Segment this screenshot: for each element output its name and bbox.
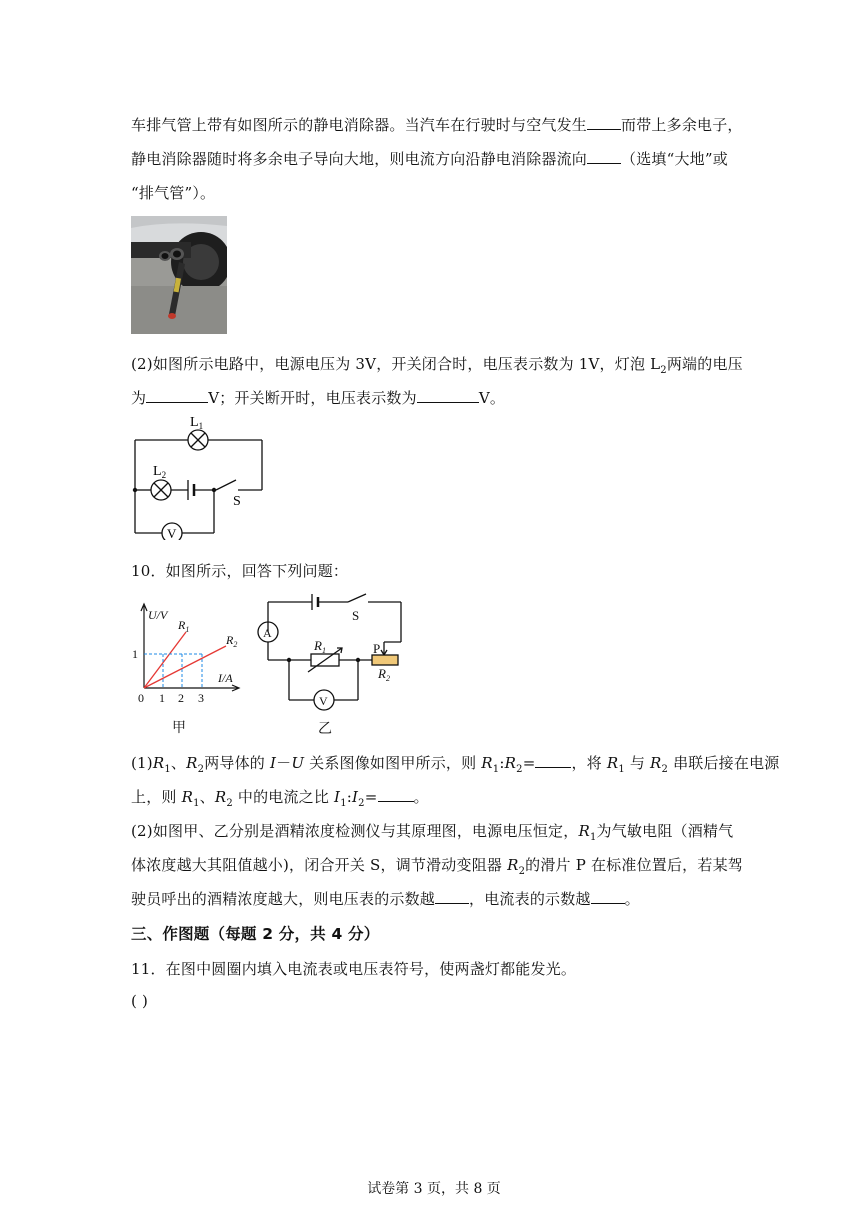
y-axis-label: U/V [148,608,168,622]
x-tick-2: 2 [178,691,184,705]
q9-line-3: “排气管”）。 [131,184,216,202]
label-L1: $L_1$ [190,415,204,431]
label-R2: $R_2$ [378,666,390,683]
voltmeter-symbol: V [167,526,177,540]
q10-part2-line-3: 驶员呼出的酒精浓度越大，则电压表的示数越 ，电流表的示数越 。 [131,890,640,908]
answer-blank [591,889,625,904]
q11-stem: 11．在图中圆圈内填入电流表或电压表符号，使两盏灯都能发光。 [131,960,577,978]
label-switch-S: S [352,608,360,623]
iu-graph-jia [126,598,256,738]
ammeter-symbol: A [263,626,272,640]
answer-blank [535,753,571,768]
voltmeter-symbol: V [319,694,328,708]
x-tick-0: 0 [138,691,144,705]
q10-part1-line-2: 上，则 $R_1$、$R_2$ 中的电流之比 $I_1:I_2=$ 。 [131,788,429,809]
q10-part2-line-1: (2)如图甲、乙分别是酒精浓度检测仪与其原理图，电源电压恒定，$R_1$为气敏电阻（酒精气 [131,822,734,843]
q11-answer-bracket: ( ) [131,992,149,1010]
exhaust-photo [131,216,227,334]
r2-line [144,646,226,688]
answer-blank [417,388,479,403]
page-footer: 试卷第 3 页，共 8 页 [367,1181,501,1197]
answer-blank [587,149,621,164]
label-switch-S: S [233,494,241,509]
caption-jia: 甲 [172,721,186,736]
label-R1: $R_1$ [314,638,326,655]
answer-blank [587,115,621,130]
q10-part2-line-2: 体浓度越大其阻值越小)，闭合开关 S，调节滑动变阻器 $R_2$的滑片 P 在标准位置后，若某驾 [131,856,743,877]
r1-line [144,632,186,688]
answer-blank [435,889,469,904]
x-tick-1: 1 [159,691,165,705]
q9-part2-line-1: (2)如图所示电路中，电源电压为 3V，开关闭合时，电压表示数为 1V，灯泡 $L_2$两端的电压 [131,355,743,376]
q10-part1-line-1: $(1)R_1$、$R_2$两导体的 I－U 关系图像如图甲所示，则 $R_1:R_2=$ ，将 $R_1$ 与 $R_2$ 串联后接在电源 [131,754,780,775]
x-axis-label: I/A [218,671,233,685]
circuit-diagram-q9 [126,410,271,540]
x-tick-3: 3 [198,691,204,705]
answer-blank [378,787,414,802]
r2-label: $R_2$ [226,633,238,649]
circuit-diagram-yi [256,592,406,738]
section-heading: 三、作图题（每题 2 分，共 4 分） [131,925,380,943]
caption-yi: 乙 [318,722,332,737]
q10-stem: 10．如图所示，回答下列问题： [131,562,349,580]
q9-part2-line-2: 为 V；开关断开时，电压表示数为 V。 [131,389,506,407]
label-slider-P: P [373,641,381,656]
q9-line-2: 静电消除器随时将多余电子导向大地，则电流方向沿静电消除器流向 （选填“大地”或 [131,150,728,168]
answer-blank [146,388,208,403]
y-tick-1: 1 [132,647,138,661]
label-L2: $L_2$ [153,464,167,480]
q9-line-1: 车排气管上带有如图所示的静电消除器。当汽车在行驶时与空气发生 而带上多余电子， [131,116,743,134]
r1-label: $R_1$ [178,618,190,634]
